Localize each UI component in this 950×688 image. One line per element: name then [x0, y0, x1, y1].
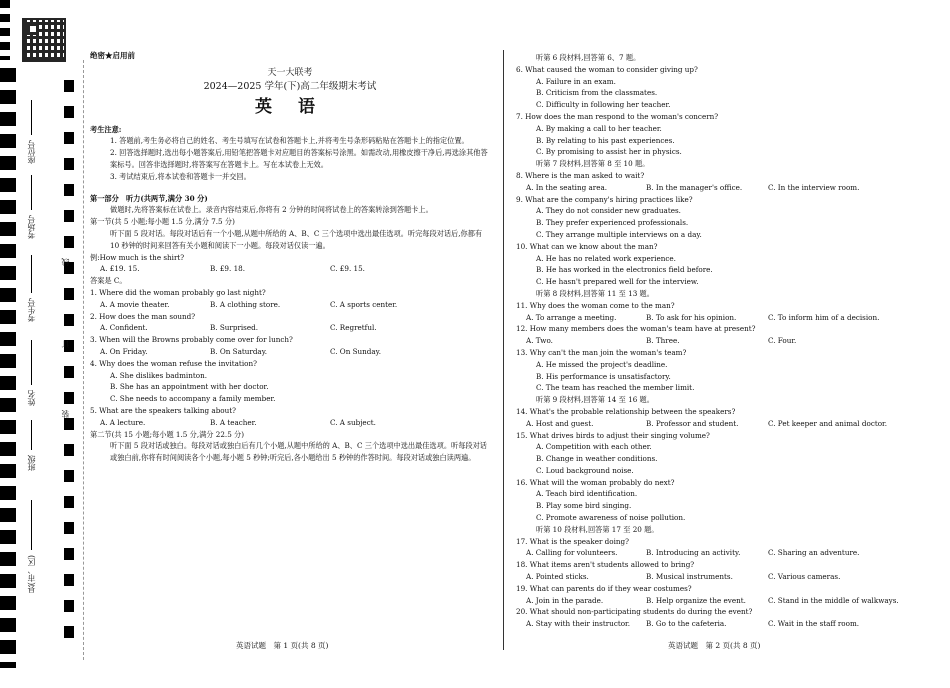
question: 11. Why does the woman come to the man?: [516, 300, 675, 310]
barcode-bars-right: [64, 80, 74, 640]
option: C. Various cameras.: [768, 572, 841, 582]
field-examinee: 考生号: [27, 298, 36, 322]
option: B. Three.: [646, 336, 680, 346]
question: 7. How does the man respond to the woman's concern?: [516, 111, 719, 121]
option: C. He hasn't prepared well for the interview.: [536, 277, 699, 287]
options-row: [516, 618, 911, 630]
bind-mark: 装: [61, 410, 70, 418]
option: A. In the seating area.: [526, 182, 608, 192]
question: 17. What is the speaker doing?: [516, 536, 629, 546]
qr-code: [22, 18, 66, 62]
option: B. Criticism from the classmates.: [536, 88, 658, 98]
options-row: [90, 417, 490, 429]
binding-cut-line: [83, 60, 84, 660]
field-class: 班级: [27, 455, 36, 471]
question: 10. What can we know about the man?: [516, 241, 658, 251]
option: C. The team has reached the member limit.: [536, 383, 695, 393]
option: A. Competition with each other.: [536, 442, 652, 452]
option: B. She has an appointment with her doctor.: [110, 382, 269, 392]
option: B. Introducing an activity.: [646, 548, 741, 558]
field-line: [31, 420, 32, 450]
page-footer-left: 英语试题 第 1 页(共 8 页): [236, 641, 329, 650]
bind-mark: 线: [61, 258, 70, 266]
question: 13. Why can't the man join the woman's team?: [516, 347, 687, 357]
options-row: [90, 322, 490, 334]
exam-org: 天一大联考: [267, 67, 313, 78]
option: C. Stand in the middle of walkways.: [768, 595, 899, 605]
sec2-heading: 第二节(共 15 小题;每小题 1.5 分,满分 22.5 分): [90, 429, 245, 439]
option: B. He has worked in the electronics field before.: [536, 265, 713, 275]
binding-strip: [0, 0, 80, 688]
option: B. By relating to his past experiences.: [536, 135, 675, 145]
options-row: [90, 299, 490, 311]
option: A. They do not consider new graduates.: [536, 206, 681, 216]
option: A. He has no related work experience.: [536, 253, 676, 263]
notice-list: [90, 135, 490, 182]
column-divider: [503, 50, 504, 650]
barcode-bars: [0, 68, 16, 668]
left-questions: [90, 287, 490, 429]
option: B. A teacher.: [210, 417, 257, 427]
option: C. To inform him of a decision.: [768, 312, 880, 322]
option: C. Regretful.: [330, 323, 377, 333]
option: B. On Saturday.: [210, 346, 268, 356]
option: C. On Sunday.: [330, 346, 382, 356]
option: A. To arrange a meeting.: [526, 312, 617, 322]
options-row: [516, 182, 911, 194]
option: B. A clothing store.: [210, 299, 281, 309]
question: 3. When will the Browns probably come over for lunch?: [90, 335, 293, 345]
option: A. Two.: [526, 336, 553, 346]
section-note: 听第 9 段材料,回答第 14 至 16 题。: [536, 395, 654, 405]
option: B. Musical instruments.: [646, 572, 733, 582]
field-line: [31, 500, 32, 550]
left-column: [90, 50, 490, 464]
subject-title: 英 语: [255, 96, 325, 117]
option: C. Four.: [768, 336, 797, 346]
option: A. A lecture.: [100, 417, 146, 427]
option: B. Change in weather conditions.: [536, 454, 658, 464]
option: A. Join in the parade.: [526, 595, 604, 605]
sec2-intro: 听下面 5 段对话或独白。每段对话或独白后有几个小题,从题中所给的 A、B、C 三个选项中选出最佳选项。听每段对话或独白前,你将有时间阅读各个小题,每小题 5 秒钟;听完后,各小题给出 5 秒钟的作答时间。每段对话或独白读两遍。: [110, 441, 487, 463]
option: B. In the manager's office.: [646, 182, 743, 192]
field-line: [31, 100, 32, 135]
option: A. Failure in an exam.: [536, 76, 616, 86]
option: A. Teach bird identification.: [536, 489, 638, 499]
option: A. By making a call to her teacher.: [536, 123, 662, 133]
option: C. Sharing an adventure.: [768, 548, 860, 558]
question: 18. What items aren't students allowed to bring?: [516, 560, 695, 570]
question: 9. What are the company's hiring practices like?: [516, 194, 693, 204]
section-note: 听第 10 段材料,回答第 17 至 20 题。: [536, 524, 659, 534]
options-row: [516, 312, 911, 324]
options-row: [516, 547, 911, 559]
option: C. Promote awareness of noise pollution.: [536, 513, 686, 523]
field-line: [31, 255, 32, 293]
example-question: 例:How much is the shirt?: [90, 252, 185, 262]
option: C. A subject.: [330, 417, 376, 427]
option: A. A movie theater.: [100, 299, 170, 309]
options-row: [90, 346, 490, 358]
section-note: 听第 8 段材料,回答第 11 至 13 题。: [536, 288, 654, 298]
option: C. By promising to assist her in physics.: [536, 147, 682, 157]
question: 19. What can parents do if they wear costumes?: [516, 583, 692, 593]
option: B. They prefer experienced professionals.: [536, 218, 689, 228]
field-seat: 座位号: [27, 140, 36, 164]
section-note: 听第 7 段材料,回答第 8 至 10 题。: [536, 159, 650, 169]
field-line: [31, 340, 32, 385]
option: A. Confident.: [100, 323, 148, 333]
sec1-intro: 听下面 5 段对话。每段对话后有一个小题,从题中所给的 A、B、C 三个选项中选出最佳选项。听完每段对话后,你都有 10 秒钟的时间来回答有关小题和阅读下一小题。每段对话仅读一遍。: [110, 228, 483, 250]
option: B. £9. 18.: [210, 264, 245, 274]
option: A. On Friday.: [100, 346, 148, 356]
bind-mark: 订: [61, 340, 70, 348]
option: C. Wait in the staff room.: [768, 619, 860, 629]
option: C. They arrange multiple interviews on a day.: [536, 229, 702, 239]
option: C. She needs to accompany a family member.: [110, 394, 276, 404]
right-questions: [516, 52, 911, 630]
example-options: [90, 263, 490, 275]
option: C. Loud background noise.: [536, 465, 634, 475]
option: A. She dislikes badminton.: [110, 370, 207, 380]
question: 6. What caused the woman to consider giving up?: [516, 64, 698, 74]
question: 8. Where is the man asked to wait?: [516, 170, 645, 180]
option: A. Stay with their instructor.: [526, 619, 630, 629]
option: B. Surprised.: [210, 323, 259, 333]
option: B. Play some bird singing.: [536, 501, 632, 511]
option: C. In the interview room.: [768, 182, 860, 192]
option: A. Calling for volunteers.: [526, 548, 618, 558]
question: 12. How many members does the woman's team have at present?: [516, 324, 756, 334]
option: A. £19. 15.: [100, 264, 140, 274]
option: C. Difficulty in following her teacher.: [536, 100, 671, 110]
field-district: 县(市、区): [27, 555, 36, 594]
notice-item: 2. 回答选择题时,选出每小题答案后,用铅笔把答题卡对应题目的答案标号涂黑。如需改动,用橡皮擦干净后,再选涂其他答案标号。回答非选择题时,将答案写在答题卡上。写在本试卷上无效。: [110, 148, 488, 169]
options-row: [516, 418, 911, 430]
option: B. Professor and student.: [646, 418, 739, 428]
example-answer: 答案是 C。: [90, 276, 127, 286]
question: 2. How does the man sound?: [90, 311, 196, 321]
question: 14. What's the probable relationship between the speakers?: [516, 406, 736, 416]
section-note: 听第 6 段材料,回答第 6、7 题。: [536, 53, 641, 62]
notice-title: 考生注意:: [90, 124, 122, 134]
part1-heading: 第一部分 听力(共两节,满分 30 分): [90, 193, 208, 203]
option: A. He missed the project's deadline.: [536, 359, 668, 369]
question: 16. What will the woman probably do next?: [516, 477, 675, 487]
option: C. £9. 15.: [330, 264, 365, 274]
secret-label: 绝密★启用前: [90, 51, 135, 60]
option: A. Host and guest.: [526, 418, 594, 428]
options-row: [516, 571, 911, 583]
field-line: [31, 175, 32, 210]
notice-item: 1. 答题前,考生务必将自己的姓名、考生号填写在试卷和答题卡上,并将考生号条形码粘贴在答题卡上的指定位置。: [110, 136, 469, 146]
option: B. Go to the cafeteria.: [646, 619, 727, 629]
question: 15. What drives birds to adjust their singing volume?: [516, 430, 710, 440]
option: C. Pet keeper and animal doctor.: [768, 418, 887, 428]
field-room: 考场号: [27, 215, 36, 239]
option: B. His performance is unsatisfactory.: [536, 371, 671, 381]
barcode-bars-top: [0, 0, 10, 60]
question: 5. What are the speakers talking about?: [90, 405, 237, 415]
page-footer-right: 英语试题 第 2 页(共 8 页): [668, 641, 761, 650]
options-row: [516, 595, 911, 607]
option: C. A sports center.: [330, 299, 398, 309]
question: 4. Why does the woman refuse the invitation?: [90, 358, 257, 368]
question: 1. Where did the woman probably go last night?: [90, 287, 266, 297]
options-row: [516, 335, 911, 347]
field-name: 姓名: [27, 390, 36, 406]
option: B. To ask for his opinion.: [646, 312, 737, 322]
sec1-heading: 第一节(共 5 小题;每小题 1.5 分,满分 7.5 分): [90, 217, 235, 227]
question: 20. What should non-participating students do during the event?: [516, 607, 753, 617]
right-column: [516, 52, 911, 630]
option: A. Pointed sticks.: [526, 572, 589, 582]
part1-intro: 做题时,先将答案标在试卷上。录音内容结束后,你将有 2 分钟的时间将试卷上的答案转涂到答题卡上。: [110, 205, 433, 215]
exam-title: 2024—2025 学年(下)高二年级期末考试: [203, 80, 377, 92]
notice-item: 3. 考试结束后,将本试卷和答题卡一并交回。: [110, 171, 251, 181]
option: B. Help organize the event.: [646, 595, 746, 605]
